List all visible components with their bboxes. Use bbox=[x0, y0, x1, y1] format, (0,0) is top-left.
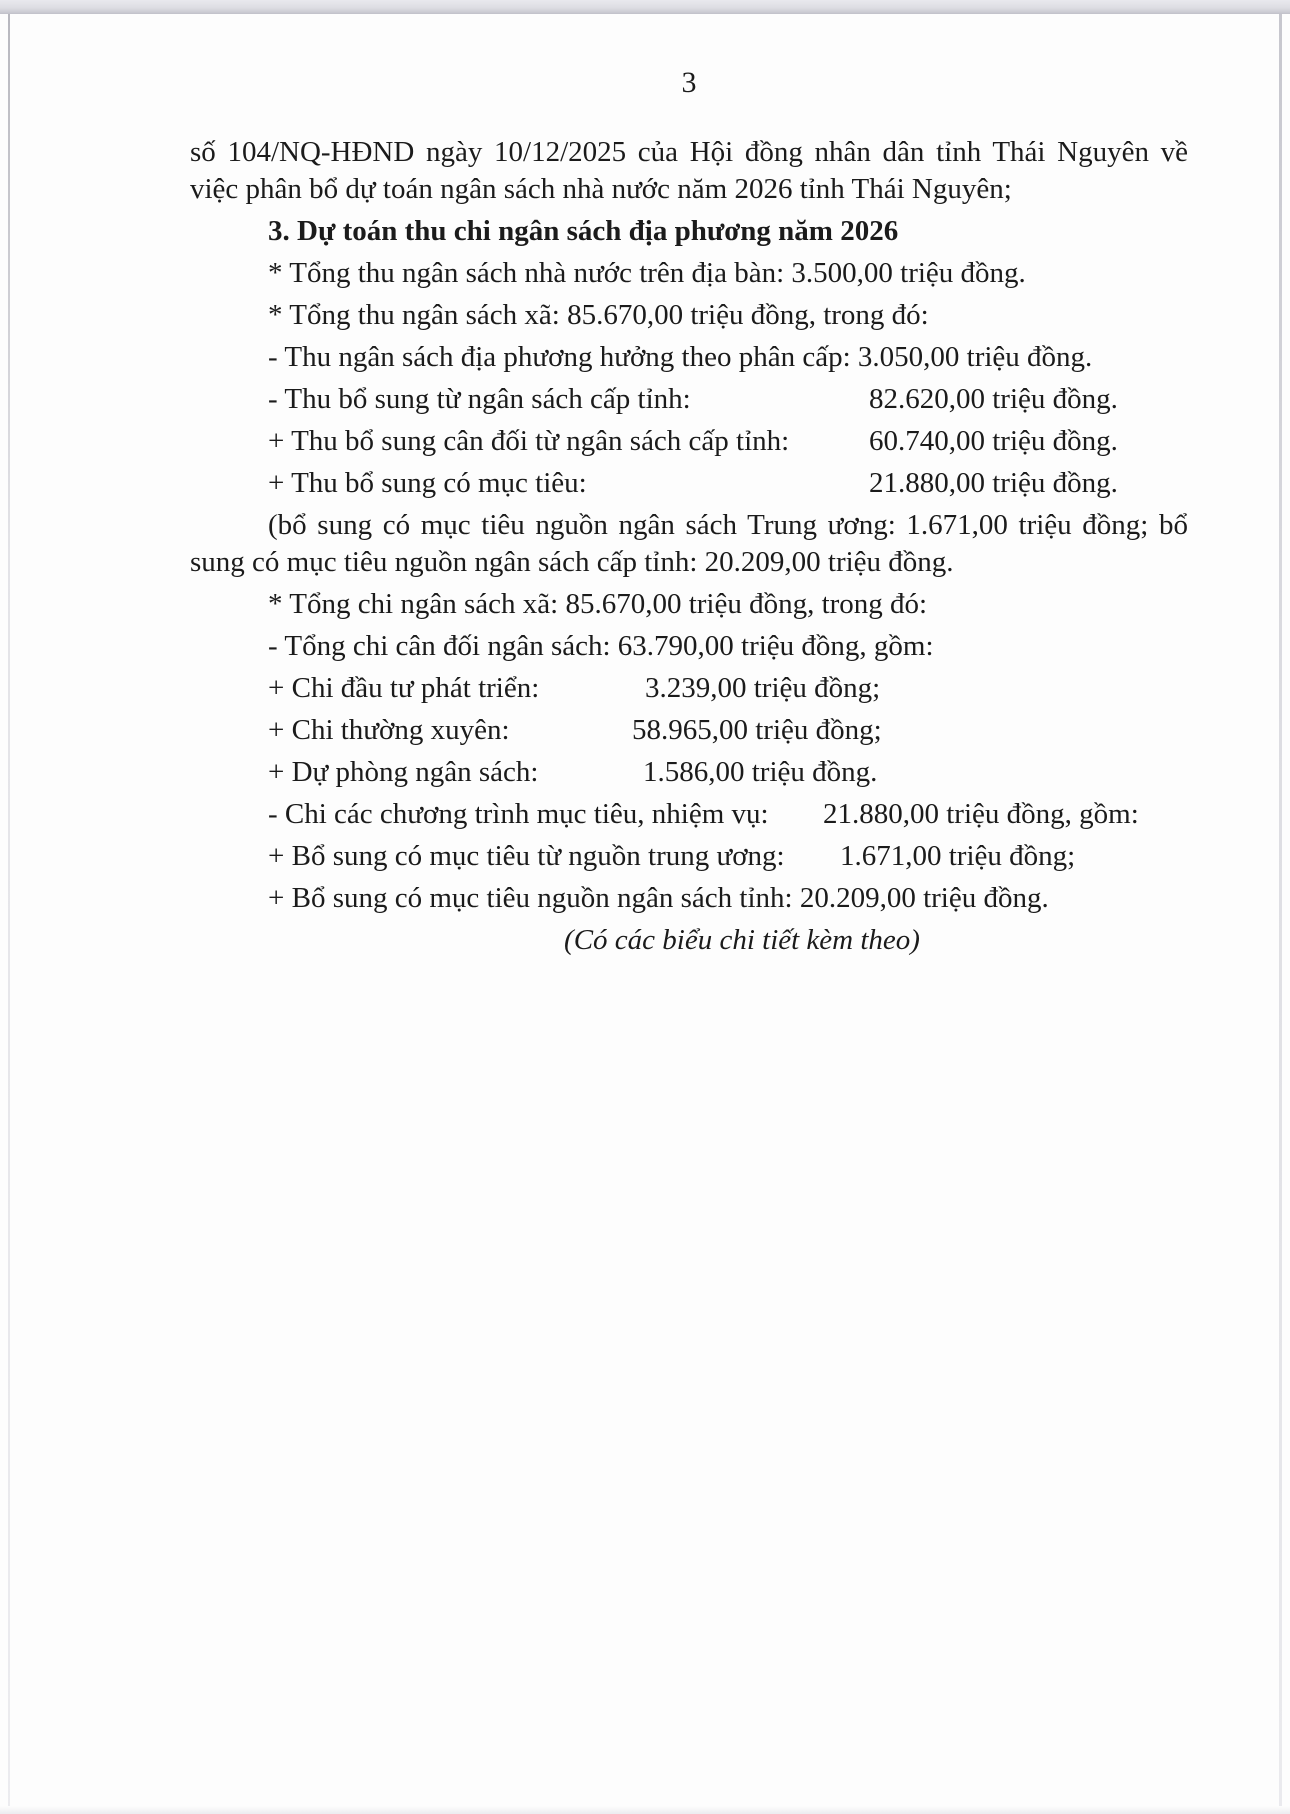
budget-line-balance-supplement bbox=[190, 423, 1188, 460]
intro-paragraph: số 104/NQ-HĐND ngày 10/12/2025 của Hội đồng nhân dân tỉnh Thái Nguyên về việc phân bổ dự toán ngân sách nhà nước năm 2026 tỉnh Thái Nguyên; bbox=[190, 136, 1188, 205]
scan-bottom-edge bbox=[0, 1806, 1290, 1814]
budget-line-label: + Chi thường xuyên: bbox=[268, 714, 510, 746]
budget-line-value: 58.965,00 triệu đồng; bbox=[632, 714, 882, 746]
section-heading: 3. Dự toán thu chi ngân sách địa phương năm 2026 bbox=[268, 215, 899, 247]
budget-line-contingency bbox=[190, 754, 1188, 791]
document-content bbox=[190, 64, 1188, 959]
budget-line-label: + Bổ sung có mục tiêu từ nguồn trung ương: bbox=[268, 840, 785, 872]
attachment-note: (Có các biểu chi tiết kèm theo) bbox=[564, 924, 920, 956]
budget-line-local-revenue-by-decentralization: - Thu ngân sách địa phương hưởng theo phân cấp: 3.050,00 triệu đồng. bbox=[268, 341, 1093, 373]
budget-line-value: 1.671,00 triệu đồng; bbox=[840, 840, 1076, 872]
budget-line-label: + Chi đầu tư phát triển: bbox=[268, 672, 540, 704]
budget-line-total-balanced-expenditure: - Tổng chi cân đối ngân sách: 63.790,00 triệu đồng, gồm: bbox=[268, 630, 934, 662]
budget-line-label: + Thu bổ sung có mục tiêu: bbox=[268, 467, 587, 499]
budget-line-total-state-revenue: * Tổng thu ngân sách nhà nước trên địa bàn: 3.500,00 triệu đồng. bbox=[268, 257, 1026, 289]
budget-line-supplement-from-province bbox=[190, 381, 1188, 418]
budget-line-label: - Thu bổ sung từ ngân sách cấp tỉnh: bbox=[268, 383, 691, 415]
budget-line-targeted-supplement-revenue bbox=[190, 465, 1188, 502]
budget-line-province-targeted-supplement: + Bổ sung có mục tiêu nguồn ngân sách tỉnh: 20.209,00 triệu đồng. bbox=[268, 882, 1049, 914]
budget-line-value: 3.239,00 triệu đồng; bbox=[645, 672, 881, 704]
page-number: 3 bbox=[681, 66, 697, 99]
budget-line-value: 21.880,00 triệu đồng, gồm: bbox=[823, 798, 1139, 830]
budget-line-label: + Thu bổ sung cân đối từ ngân sách cấp tỉnh: bbox=[268, 425, 790, 457]
document-page bbox=[0, 14, 1290, 959]
budget-line-value: 1.586,00 triệu đồng. bbox=[643, 756, 878, 788]
budget-line-central-targeted-supplement bbox=[190, 838, 1188, 875]
budget-line-development-investment bbox=[190, 670, 1188, 707]
budget-line-label: - Chi các chương trình mục tiêu, nhiệm vụ: bbox=[268, 798, 769, 830]
budget-line-value: 82.620,00 triệu đồng. bbox=[869, 383, 1118, 415]
budget-line-value: 21.880,00 triệu đồng. bbox=[869, 467, 1118, 499]
budget-line-target-programs bbox=[190, 796, 1188, 833]
targeted-supplement-note-paragraph: (bổ sung có mục tiêu nguồn ngân sách Trung ương: 1.671,00 triệu đồng; bổ sung có mục tiêu nguồn ngân sách cấp tỉnh: 20.209,00 triệu đồng. bbox=[190, 509, 1188, 578]
budget-line-total-commune-expenditure: * Tổng chi ngân sách xã: 85.670,00 triệu đồng, trong đó: bbox=[268, 588, 928, 620]
budget-line-total-commune-revenue: * Tổng thu ngân sách xã: 85.670,00 triệu đồng, trong đó: bbox=[268, 299, 929, 331]
budget-line-value: 60.740,00 triệu đồng. bbox=[869, 425, 1118, 457]
budget-line-label: + Dự phòng ngân sách: bbox=[268, 756, 539, 788]
budget-line-recurrent-expenditure bbox=[190, 712, 1188, 749]
scan-top-edge bbox=[0, 0, 1290, 14]
